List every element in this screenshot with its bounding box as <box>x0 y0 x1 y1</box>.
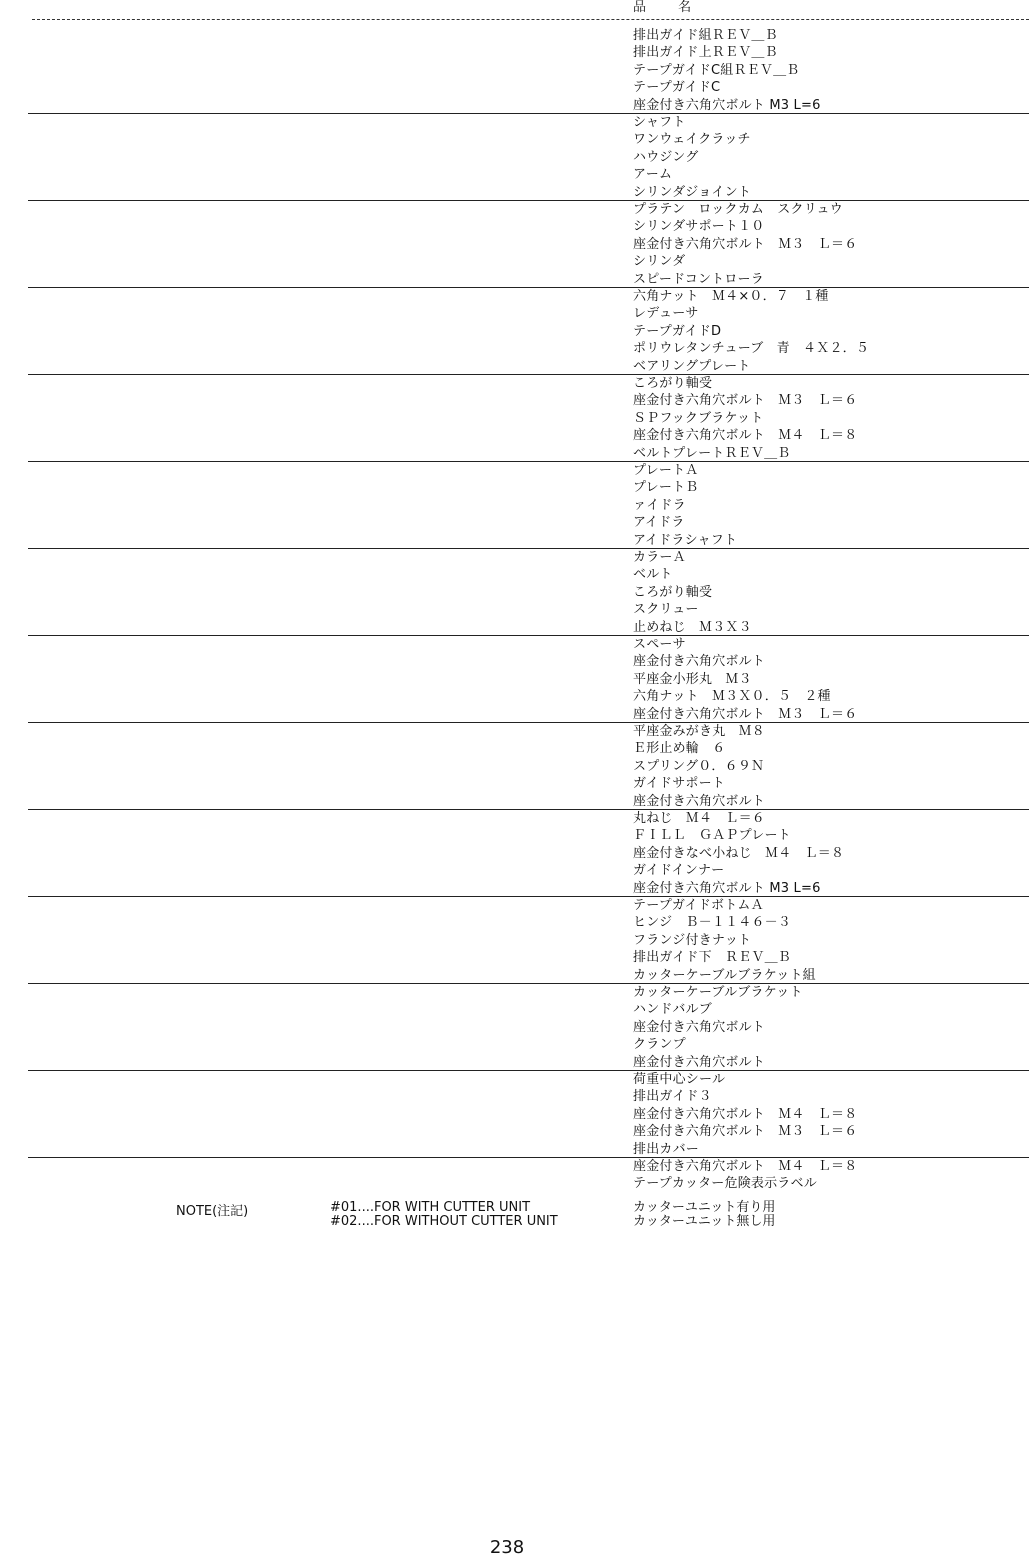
part-name: 座金付き六角穴ボルト M3 L=6 <box>633 880 821 896</box>
parts-list-header <box>0 0 1029 24</box>
group-divider <box>28 200 1029 201</box>
group-divider <box>28 287 1029 288</box>
part-name: シリンダジョイント <box>633 184 752 200</box>
group-divider <box>28 809 1029 810</box>
part-name: 排出ガイド組ＲＥＶ＿Ｂ <box>633 28 778 43</box>
parts-group <box>0 985 1029 1072</box>
part-name: カッターケーブルブラケット組 <box>633 967 816 983</box>
part-name: ハウジング <box>633 149 699 165</box>
part-name: テープガイドC組ＲＥＶ＿Ｂ <box>633 62 800 78</box>
parts-group <box>0 637 1029 724</box>
part-name: 座金付き六角穴ボルト <box>633 654 766 670</box>
part-name: プレートＢ <box>633 480 699 496</box>
part-name: スクリュー <box>633 602 699 618</box>
part-name: アイドラ <box>633 515 685 531</box>
part-name: 座金付き六角穴ボルト Ｍ３ Ｌ＝６ <box>633 706 858 722</box>
note-desc-02: カッターユニット無し用 <box>633 1214 776 1229</box>
part-name: ＦＩＬＬ ＧＡＰプレート <box>633 828 791 844</box>
part-name: ＳＰフックブラケット <box>633 410 764 426</box>
note-code-01: #01....FOR WITH CUTTER UNIT <box>330 1200 531 1215</box>
page-number: 238 <box>489 1537 525 1558</box>
part-name: 止めねじ Ｍ３Ｘ３ <box>633 619 752 635</box>
group-divider <box>28 635 1029 636</box>
header-dashed-rule <box>32 19 1029 20</box>
part-name: カッターケーブルブラケット <box>633 985 803 1000</box>
part-name: 丸ねじ Ｍ４ Ｌ＝６ <box>633 811 766 826</box>
part-name: 座金付き六角穴ボルト Ｍ４ Ｌ＝８ <box>633 1159 858 1174</box>
part-name: クランプ <box>633 1037 686 1053</box>
group-divider <box>28 374 1029 375</box>
group-divider <box>28 1070 1029 1071</box>
part-name: 座金付き六角穴ボルト M3 L=6 <box>633 97 821 113</box>
note-label: NOTE(注記) <box>176 1204 249 1219</box>
part-name: スピードコントローラ <box>633 271 764 287</box>
part-name: ころがり軸受 <box>633 376 713 391</box>
part-name: 座金付き六角穴ボルト <box>633 1019 766 1035</box>
group-divider <box>28 461 1029 462</box>
parts-group <box>0 28 1029 115</box>
part-name: 座金付き六角穴ボルト Ｍ４ Ｌ＝８ <box>633 428 858 444</box>
part-name: 座金付き六角穴ボルト <box>633 793 766 809</box>
parts-group <box>0 898 1029 985</box>
part-name: プレートＡ <box>633 463 699 478</box>
part-name: 六角ナット Ｍ３Ｘ０．５ ２種 <box>633 689 831 705</box>
part-name: シャフト <box>633 115 686 130</box>
part-name: 荷重中心シール <box>633 1072 726 1087</box>
part-name: スプリング０．６９Ｎ <box>633 758 765 774</box>
part-name: 六角ナット Ｍ４×０．７ １種 <box>633 289 829 304</box>
part-name-column-title: 品 名 <box>633 0 706 15</box>
part-name: 平座金みがき丸 Ｍ８ <box>633 724 766 739</box>
group-divider <box>28 722 1029 723</box>
part-name: ころがり軸受 <box>633 584 713 600</box>
part-name: テープガイドボトムＡ <box>633 898 764 913</box>
group-divider <box>28 896 1029 897</box>
part-name: Ｅ形止め輪 ６ <box>633 741 726 757</box>
part-name: 平座金小形丸 Ｍ３ <box>633 671 752 687</box>
part-name: ベルト <box>633 567 673 583</box>
parts-group <box>0 724 1029 811</box>
part-name: シリンダサポート１０ <box>633 219 765 235</box>
parts-group <box>0 202 1029 289</box>
part-name: ポリウレタンチューブ 青 ４Ｘ２．５ <box>633 341 870 357</box>
parts-group <box>0 550 1029 637</box>
part-name: スペーサ <box>633 637 686 652</box>
group-divider <box>28 983 1029 984</box>
parts-group <box>0 115 1029 202</box>
part-name: 排出ガイド下 ＲＥＶ＿Ｂ <box>633 950 792 966</box>
part-name: ヒンジ Ｂ－１１４６－３ <box>633 915 792 931</box>
part-name: ガイドサポート <box>633 776 726 792</box>
parts-group <box>0 1072 1029 1159</box>
group-divider <box>28 1157 1029 1158</box>
part-name: 座金付き六角穴ボルト Ｍ３ Ｌ＝６ <box>633 236 858 252</box>
part-name: 排出ガイド上ＲＥＶ＿Ｂ <box>633 45 778 61</box>
part-name: 座金付き六角穴ボルト Ｍ３ Ｌ＝６ <box>633 1124 858 1140</box>
part-name: レデューサ <box>633 306 699 322</box>
part-name: ハンドバルブ <box>633 1002 712 1018</box>
note-desc-01: カッターユニット有り用 <box>633 1200 776 1215</box>
part-name: 排出ガイド３ <box>633 1089 712 1105</box>
group-divider <box>28 113 1029 114</box>
part-name: フランジ付きナット <box>633 932 752 948</box>
part-name: テープガイドC <box>633 80 721 96</box>
part-name: テープガイドD <box>633 323 722 339</box>
part-name: 座金付き六角穴ボルト Ｍ４ Ｌ＝８ <box>633 1106 858 1122</box>
part-name: テープカッター危険表示ラベル <box>633 1176 817 1192</box>
part-name: アイドラシャフト <box>633 532 738 548</box>
parts-group <box>0 289 1029 376</box>
part-name: 座金付き六角穴ボルト Ｍ３ Ｌ＝６ <box>633 393 858 409</box>
part-name: ベアリングプレート <box>633 358 751 374</box>
parts-group <box>0 376 1029 463</box>
group-divider <box>28 548 1029 549</box>
part-name: ワンウェイクラッチ <box>633 132 751 148</box>
part-name: シリンダ <box>633 254 686 270</box>
part-name: カラーＡ <box>633 550 686 565</box>
parts-group <box>0 811 1029 898</box>
part-name: ベルトプレートＲＥＶ＿Ｂ <box>633 445 791 461</box>
part-name: ァイドラ <box>633 497 686 513</box>
parts-group <box>0 463 1029 550</box>
part-name: 座金付きなべ小ねじ Ｍ４ Ｌ＝８ <box>633 845 845 861</box>
part-name: 排出カバー <box>633 1141 700 1157</box>
part-name: プラテン ロックカム スクリュウ <box>633 202 843 217</box>
part-name: アーム <box>633 167 673 183</box>
note-code-02: #02....FOR WITHOUT CUTTER UNIT <box>330 1214 558 1229</box>
part-name: 座金付き六角穴ボルト <box>633 1054 766 1070</box>
part-name: ガイドインナー <box>633 863 725 879</box>
